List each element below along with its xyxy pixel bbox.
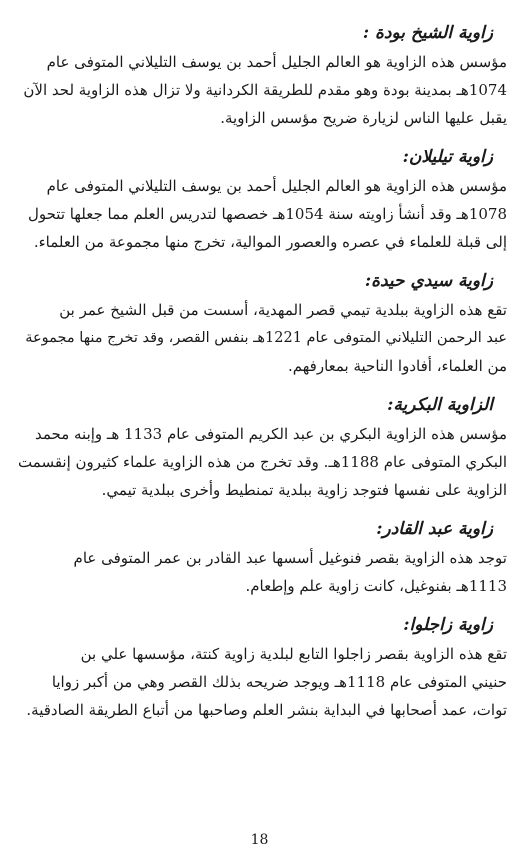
paragraph-line: تقع هذه الزاوية بقصر زاجلوا التابع لبلدية زاوية كنتة، مؤسسها علي بن xyxy=(80,645,507,663)
paragraph-line: من العلماء، أفادوا الناحية بمعارفهم. xyxy=(287,357,507,375)
section-heading: زاوية سيدي حيدة: xyxy=(364,271,493,291)
section xyxy=(14,20,507,132)
section-paragraph xyxy=(14,48,507,132)
section xyxy=(14,392,507,504)
paragraph-line: 1113هـ بفنوغيل، كانت زاوية علم وإطعام. xyxy=(245,577,507,595)
paragraph-line: إلى قبلة للعلماء في عصره والعصور الموالية، تخرج منها مجموعة من العلماء. xyxy=(33,233,507,251)
section xyxy=(14,268,507,380)
paragraph-line: مؤسس هذه الزاوية هو العالم الجليل أحمد بن يوسف التليلاني المتوفى عام xyxy=(46,177,507,195)
section-paragraph xyxy=(14,640,507,724)
section xyxy=(14,144,507,256)
paragraph-line: 1074هـ بمدينة بودة وهو مقدم للطريقة الكردانية ولا تزال هذه الزاوية لحد الآن xyxy=(23,81,507,99)
section-heading: زاوية زاجلوا: xyxy=(403,615,493,635)
section-heading: الزاوية البكرية: xyxy=(387,395,493,415)
paragraph-line: توجد هذه الزاوية بقصر فنوغيل أسسها عبد القادر بن عمر المتوفى عام xyxy=(73,549,507,567)
section-heading: زاوية عبد القادر: xyxy=(376,519,493,539)
section-paragraph xyxy=(14,544,507,600)
section xyxy=(14,612,507,724)
paragraph-line: حنيني المتوفى عام 1118هـ ويوجد ضريحه بذلك القصر وهي من أكبر زوايا xyxy=(51,673,507,691)
paragraph-line: توات، عمد أصحابها في البداية بنشر العلم وصاحبها من أتباع الطريقة الصادقية. xyxy=(26,701,507,719)
section xyxy=(14,516,507,600)
paragraph-line: 1078هـ وقد أنشأ زاويته سنة 1054هـ خصصها لتدريس العلم مما جعلها تتحول xyxy=(27,205,507,223)
paragraph-line: مؤسس هذه الزاوية هو العالم الجليل أحمد بن يوسف التليلاني المتوفى عام xyxy=(46,53,507,71)
paragraph-line: البكري المتوفى عام 1188هـ. وقد تخرج من هذه الزاوية علماء كثيرون إنقسمت xyxy=(18,453,507,471)
paragraph-line: الزاوية على نفسها فتوجد زاوية ببلدية تمنطيط وأخرى ببلدية تيمي. xyxy=(101,481,507,499)
section-paragraph xyxy=(14,420,507,504)
paragraph-line: تقع هذه الزاوية ببلدية تيمي قصر المهدية، أسست من قبل الشيخ عمر بن xyxy=(59,301,507,319)
page-number: 18 xyxy=(250,832,269,848)
section-heading: زاوية تيليلان: xyxy=(402,147,493,167)
paragraph-line: يقبل عليها الناس لزيارة ضريح مؤسس الزاوية. xyxy=(220,109,507,127)
section-paragraph xyxy=(14,296,507,380)
section-paragraph xyxy=(14,172,507,256)
section-heading: زاوية الشيخ بودة : xyxy=(362,23,493,43)
paragraph-line: عبد الرحمن التليلاني المتوفى عام 1221هـ بنفس القصر، وقد تخرج منها مجموعة xyxy=(25,330,507,346)
paragraph-line: مؤسس هذه الزاوية البكري بن عبد الكريم المتوفى عام 1133 هـ وإبنه محمد xyxy=(34,425,507,443)
document-page xyxy=(14,10,507,724)
